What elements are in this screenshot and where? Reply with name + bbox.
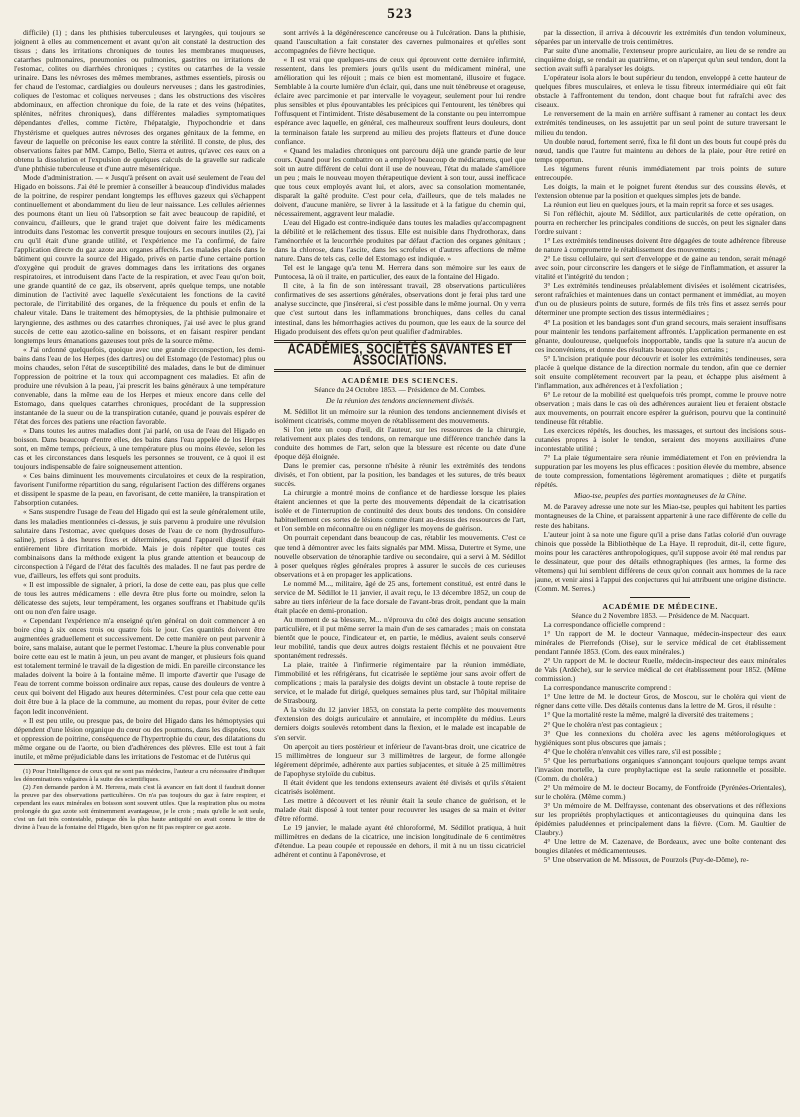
academy-title: ACADÉMIE DES SCIENCES. xyxy=(341,375,459,385)
paragraph: Les mettre à découvert et les réunir était la seule chance de guérison, et le malade était disposé à tout tenter pour recouvrer les usages de sa main et éviter d'être réformé. xyxy=(274,795,526,823)
paragraph: (1) Pour l'intelligence de ceux qui ne sont pas médecins, l'auteur a cru nécessaire d'indiquer les dénominations vulgaires à la suite des scientifiques. xyxy=(14,767,266,783)
col3-body-mid xyxy=(535,502,786,592)
paragraph: difficile) (1) ; dans les phthisies tuberculeuses et laryngées, qui toujours se joignent à elles au commencement et avant qu'on ait constaté la destruction des tissus ; dans les irritations chroniques de toutes les membranes muqueuses, catarrhes pulmonaires, pneumonies ou pulmonies, gastrites ou irritations de l'estomac, colites ou diarrhées chroniques ; cystites ou catarrhes de la vessie urinaire. Dans les névroses des mêmes membranes, asthmes essentiels, pirosis ou fer chaud de l'estomac, cardialgies ou douleurs nerveuses ; dans les gastrodinies, coliques de l'estomac et coliques nerveuses ; dans les obstructions des viscères abdominaux, en affection chronique du foie, de la rate et des veins (hépatites, splénites, néfrites chroniques), dans différentes maladies symptomatiques dépendantes d'elles, comme l'ictère, l'hépatalgie, l'hypochondrie et dans l'hystérisme et quelques autres névroses des organes génitaux de la femme, en faveur de laquelle on préconise les eaux contre la stérilité. Il conste, de plus, des observations faites par MM. Campo, Bello, Sierra et autres, qu'avec ces eaux on a obtenu la dissolution et l'expulsion de quelques calculs de la gravelle sur radicale d'une phthisie tuberculeuse et d'une autre mésentérique. xyxy=(14,28,266,173)
paragraph: « Sans suspendre l'usage de l'eau del Higado qui est la seule généralement utile, dans les maladies mentionnées ci-dessus, je suis parvenu à produire une révulsion salutaire dans l'estomac, avec quelques doses de l'eau de ce nom (hydrosulfuro-saline), prises à des heures fixes et déterminées, quand l'appareil digestif était entièrement libre d'irritation morbide. Mais je dois répéter que toutes ces combinaisons dans la méthode exigent la plus grande attention et beaucoup de circonspection à l'égard de l'état des facultés des malades. Il ne faut pas perdre de vue, d'ailleurs, les effets qui sont produits. xyxy=(14,507,266,580)
paragraph: par la dissection, il arriva à découvrir les extrémités d'un tendon volumineux, séparées par un intervalle de trois centimètres. xyxy=(534,28,786,47)
paragraph: Le 19 janvier, le malade ayant été chloroformé, M. Sédillot pratiqua, à huit millimètres en dedans de la cicatrice, une incision longitudinale de 6 centimètres d'étendue. La peau coupée et repoussée en dehors, il mit à nu un tissu cicatriciel adhérent et continu à l'aponévrose, et xyxy=(274,822,526,860)
paragraph: 6° Le retour de la mobilité est quelquefois très prompt, comme le prouve notre observation ; mais dans le cas où des adhérences auraient lieu et feraient obstacle aux mouvements, on pourrait encore espérer la guérison, pourvu que la continuité tendineuse fût rétablie. xyxy=(534,389,786,427)
paragraph: « J'ai ordonné quelquefois, quoique avec une grande circonspection, les demi-bains dans l'eau de los Herpes (des dartres) ou del Estomago (de l'estomac) plus ou moins chaudes, selon l'état de susceptibilité des malades, dans le but de diminuer l'oppression de poitrine et la toux qui accompagnent ces maladies. Et afin de produire une révulsion à la peau, j'ai prescrit les bains généraux à une température convenable, dans la même eau de los Herpes et mieux encore dans celle del Estomago, dans quelques catarrhes chroniques, procédant de la suppression instantanée de la sueur ou de la transpiration cutanée, quand je pouvais espérer de l'état des forces des patiens une réaction favorable. xyxy=(14,344,266,427)
paragraph: « Cependant l'expérience m'a enseigné qu'en général on doit commencer à en boire cinq à six onces trois ou quatre fois le jour. Ces quantités doivent être augmentées graduellement et successivement. De cette manière on peut parvenir à boire, sans malaise, autant que le permet l'estomac. L'heure la plus convenable pour boire cette eau est le matin à jeun, un peu avant de manger, et plusieurs fois quand est totalement terminé le travail de la digestion de midi. En pareille circonstance les malades doivent la boire à la fontaine même. Il importe d'avertir que l'usage de l'eau de torrent comme boisson ordinaire aux repas, cause des douleurs de ventre à ceux qui boivent del Higado aux heures déterminées. C'est pour cela que cette eau doit être bue à la place de la commune, au moment du repas, pour éviter de cette façon ledit inconvénient. xyxy=(14,616,266,716)
paragraph: Au moment de sa blessure, M... n'éprouva du côté des doigts aucune sensation particulière, et il put même serrer la main d'un de ses camarades ; mais on constata bientôt que le pouce, l'indicateur et, en partie, le médius, avaient seuls conservé leur mobilité, tandis que deux autres doigts restaient fléchis et ne pouvaient être spontanément redressés. xyxy=(274,614,526,661)
paragraph: L'eau del Higado est contre-indiquée dans toutes les maladies qu'accompagnent la débilité et le relâchement des tissus. Elle est nuisible dans l'hydrothorax, dans l'aménorrhée et la leucorrhée produites par défaut d'action des organes génitaux ; dans la chlorose, dans l'ascite, dans les scrofules et d'autres affections de même nature. Dans de tels cas, celle del Estomago est indiquée. » xyxy=(274,217,526,264)
academy-medicine-title: ACADÉMIE DE MÉDECINE. xyxy=(602,601,719,611)
columns xyxy=(14,28,786,1111)
paragraph: Les tégumens furent réunis immédiatement par trois points de suture entrecoupée. xyxy=(534,163,786,182)
paragraph: 1° Un rapport de M. le docteur Vannaque, médecin-inspecteur des eaux minérales de Pierrefonds (Oise), sur le service médical de cet établissement pendant l'année 1853. (Com. des eaux minérales.) xyxy=(534,629,786,657)
topic-heading: De la réunion des tendons anciennement divisés. xyxy=(325,395,475,405)
paragraph: 1° Les extrémités tendineuses doivent être dégagées de toute adhérence fibreuse de nature à compromettre le rétablissement des mouvements ; xyxy=(534,236,786,255)
paragraph: 5° Que les perturbations organiques s'annonçant toujours quelque temps avant l'invasion mortelle, la cure prophylactique est la seule rationnelle et possible. (Comm. du choléra.) xyxy=(534,755,786,783)
short-rule xyxy=(630,597,690,598)
paragraph: Si l'on réfléchit, ajoute M. Sédillot, aux particularités de cette opération, on pourra en rechercher les principales conditions de succès, on peut les signaler dans l'ordre suivant : xyxy=(534,208,786,237)
paragraph: 7° La plaie tégumentaire sera réunie immédiatement et l'on en préviendra la suppuration par les moyens les plus efficaces : position élevée du membre, absence de toute compression, fomentations légèrement aromatiques ; diète et purgatifs répétés. xyxy=(534,453,786,490)
section-title: ACADÉMIES, SOCIÉTÉS SAVANTES ET ASSOCIATIONS. xyxy=(287,341,513,369)
col1-footnotes xyxy=(14,768,265,832)
paragraph: La chirurgie a montré moins de confiance et de hardiesse lorsque les plaies étaient anciennes et que la perte des mouvements dépendait de la cicatrisation isolée et de l'interruption de continuité des deux bouts des tendons. On considère habituellement ces sortes de lésions comme étant au-dessus des ressources de l'art, et l'on semble en méconnaître ou en négliger les moyens de guérison. xyxy=(274,488,526,534)
paragraph: 5° Une observation de M. Missoux, de Pourzols (Puy-de-Dôme), re- xyxy=(543,855,749,865)
paragraph: « Il est vrai que quelques-uns de ceux qui éprouvent cette dernière infirmité, ressentent, dans les premiers jours qu'ils usent du médicament minéral, une amélioration qui les réjouit ; mais ce bien est momentané, illusoire et fugace. Semblable à la courte lumière d'un éclair, qui, dans une nuit ténébreuse et orageuse, éclaire avec parcimonie et par intervalle le voyageur, seulement pour lui rendre plus sensibles et plus épouvantables les précipices qui l'entourent, les ténèbres qui l'offusquent et l'intimident. Triste désabusement de la constante ou peu interrompue espérance avec laquelle, en général, ces malheureux souffrent leurs douleurs, dont la terminaison fatale les surprend au milieu des projets flatteurs et d'une douce confiance. xyxy=(274,55,526,146)
paragraph: On pourrait cependant dans beaucoup de cas, rétablir les mouvements. C'est ce que tend à démontrer avec les faits signalés par MM. Missa, Dutertre et Syme, une nouvelle observation de ténoraphie tardive ou secondaire, qui a servi à M. Sédillot à poser quelques règles générales propres à assurer le succès de ces curieuses observations et à en propager les applications. xyxy=(274,533,526,579)
paragraph: 4° Que le choléra n'envahit ces villes rare, s'il est possible ; xyxy=(543,746,721,756)
paragraph: 1° Une lettre de M. le docteur Gros, de Moscou, sur le choléra qui vient de régner dans cette ville. Des détails contenus dans la lettre de M. Gros, il résulte : xyxy=(534,692,786,711)
paragraph: Un double nœud, fortement serré, fixa le fil dont un des bouts fut coupé près du nœud, tandis que l'autre fut maintenu au dehors de la plaie, pour être retiré en temps opportun. xyxy=(534,136,786,164)
session-line: Séance du 24 Octobre 1853. — Présidence de M. Combes. xyxy=(314,384,486,394)
topic-heading-miao: Miao-tse, peuples des parties montagneuses de la Chine. xyxy=(573,491,747,501)
paragraph: « Ces bains diminuent les mouvements circulatoires et ceux de la respiration, favorisent l'uniforme répartition du sang, régularisent l'action des différens organes et dissipent le spasme de la peau, en favorisant, de cette manière, la transpiration et l'absorption cutanées. xyxy=(14,471,266,508)
paragraph: Mode d'administration. — « Jusqu'à présent on avait usé seulement de l'eau del Higado en boissons. J'ai été le premier à conseiller à beaucoup d'individus malades de la poitrine, de respirer pendant longtemps les effluves gazeux qui s'échappent continuellement et abondamment du lieu de leur naissance. Les cellules aériennes des poumons étant un lieu où l'absorption se fait avec beaucoup de rapidité, et convaincu, d'ailleurs, que le grand trajet que doivent faire les médicaments introduits dans l'estomac les convertit presque toujours en secours inutiles (2), j'ai cru qu'il était d'une grande utilité, et l'expérience me l'a confirmé, de faire l'application directe du gaz azote aux organes affectés. Les malades placés dans le bâtiment qui couvre la source del Higado, privés en partie d'une certaine portion d'oxygène qui produit de graves dommages dans les irritations des organes respiratoires, et introduisent dans l'acte de la respiration, et avec l'eau qu'on boit, une grande quantité de ce gaz, ils observent, après quelque temps, une notable diminution de l'activité avec laquelle s'exécutaient les fonctions de la cavité pectorale, de l'irritabilité des organes, de la fréquence du pouls et enfin de la chaleur vitale. Dans le traitement des hémoptysies, de la phthisie pulmonaire et laryngienne, des asthmes ou des catarrhes chroniques, j'ai usé avec le plus grand succès de cette eau azotico-saline en boissons, et en faisant respirer pendant longtemps leurs émanations gazeuses tout près de la source même. xyxy=(14,172,266,345)
section-rule-bottom xyxy=(274,369,525,372)
session-line-medicine: Séance du 2 Novembre 1853. — Présidence de M. Nacquart. xyxy=(571,610,750,620)
paragraph: M. de Paravey adresse une note sur les Miao-tse, peuples qui habitent les parties montagneuses de la Chine, et paraissent appartenir à une race différente de celle du reste des habitans. xyxy=(534,502,786,530)
paragraph: Dans le premier cas, personne n'hésite à réunir les extrémités des tendons divisés, et l'on obtient, par la position, les bandages et les sutures, de très beaux succès. xyxy=(274,461,526,489)
paragraph: Le nommé M..., militaire, âgé de 25 ans, fortement constitué, est entré dans le service de M. Sédillot le 11 janvier, il avait reçu, le 13 décembre 1852, un coup de sabre au tiers inférieur de la face dorsale de l'avant-bras droit, pendant que la main était placée en demi-pronation. xyxy=(274,578,526,615)
paragraph: L'auteur joint à sa note une figure qu'il a prise dans l'atlas colorié d'un ouvrage chinois que possède la Bibliothèque de La Haye. Il reproduit, dit-il, cette figure, moins pour les caractères anthropologiques, qu'il suppose avoir été mal rendus par le dessinateur, que pour des détails ethnographiques (les armes, la forme des vêtemens) qui lui semblent différens de ceux qu'on connait aux hommes de la race jaune, et venir ainsi à l'appui des conjectures qui lui attribuent une origine distincte. (Comm. M. Serres.) xyxy=(534,529,786,593)
paragraph: « Dans toutes les autres maladies dont j'ai parlé, on usa de l'eau del Higado en boisson. Dans beaucoup d'entre elles, des bains dans l'eau appelée de los Herpes sont, en même temps, précieux, à une température plus ou moins élevée, selon les cas et les circonstances dans lesquels les personnes se trouvent, ce à quoi il est toujours indispensable de faire soigneusement attention. xyxy=(14,426,266,472)
paragraph: 3° Les extrémités tendineuses préalablement divisées et isolément cicatrisées, seront rafraîchies et maintenues dans un contact permanent et immédiat, au moyen d'un ou de plusieurs points de suture, formés de fils très fins et assez serrés pour déterminer une prompte section des tissus intermédiaires ; xyxy=(534,281,786,318)
paragraph: Par suite d'une anomalie, l'extenseur propre auriculaire, au lieu de se rendre au cinquième doigt, se rendait au quatrième, et on n'aperçut qu'un seul tendon, dont la section avait suffi à paralyser les doigts. xyxy=(534,46,786,74)
paragraph: 2° Un rapport de M. le docteur Ruelle, médecin-inspecteur des eaux minérales de Vals (Ardèche), sur le service médical de cet établissement pour 1852. (Même commission.) xyxy=(534,656,786,684)
paragraph: 4° Une lettre de M. Cazenave, de Bordeaux, avec une boîte contenant des bougies dilatées et médicamenteuses. xyxy=(534,837,786,856)
paragraph: « Il est peu utile, ou presque pas, de boire del Higado dans les hémoptysies qui dépendent d'une lésion organique du cœur ou des poumons, dans les dispnées, toux et oppression de poitrine, conséquence de l'hypertrophie du cœur, des dilatations du même organe ou de l'aorte, ou bien d'adhérences des plèvres. Elle est tout à fait inutile, et même préjudiciable dans les irritations de l'estomac et de l'utérus qui xyxy=(14,715,266,761)
paragraph: « Il est impossible de signaler, à priori, la dose de cette eau, pas plus que celle de tous les autres médicamens : elle devra être plus forte ou moindre, selon la délicatesse des sujets, leur tempérament, les organes souffrans et l'habitude qu'ils ont ou non d'en faire usage. xyxy=(14,579,266,616)
paragraph: 3° Que les connexions du choléra avec les agens météorologiques et hygiéniques sont plus obscures que jamais ; xyxy=(534,728,786,747)
col1-body xyxy=(14,28,265,761)
paragraph: 2° Que le choléra n'est pas contagieux ; xyxy=(543,719,662,729)
paragraph: Les exercices répétés, les douches, les massages, et surtout des incisions sous-cutanées propres à isoler le tendon, seraient des moyens auxiliaires d'une incontestable utilité ; xyxy=(534,426,786,454)
column-2 xyxy=(274,28,525,1111)
paragraph: Tel est le langage qu'a tenu M. Herrera dans son mémoire sur les eaux de Puntocesa, là où il traite, en particulier, des eaux de la fontaine del Higado. xyxy=(274,263,526,282)
paragraph: « Quand les maladies chroniques ont parcouru déjà une grande partie de leur cours. Quand pour les combattre on a employé beaucoup de médicamens, quel que soit un autre différent de celui dont il use de nouveau, l'état du malade s'améliore un peu ; mais le nouveau moyen thérapeutique devient à son tour, aussi inefficace que tous ceux employés avant lui, et alors, avec sa consolation momentanée, disparaît la gaîté produite. C'est pour cela, d'ailleurs, que de tels malades ne doivent, d'aucune manière, se livrer à la lassitude et à la fatigue du chemin qui, nécessairement, aggravent leur maladie. xyxy=(274,145,526,218)
paragraph: Le renversement de la main en arrière suffisant à ramener au contact les deux extrémités tendineuses, on les assujettit par un seul point de suture traversant le milieu du tendon. xyxy=(534,109,786,137)
paragraph: A la visite du 12 janvier 1853, on constata la perte complète des mouvements d'extension des doigts auriculaire et annulaire, et incomplète du médius. Leurs derniers doigts soulevés retombent dans la flexion, et le malade est incapable de s'en servir. xyxy=(274,705,526,742)
paragraph: Si l'on jette un coup d'œil, dit l'auteur, sur les ressources de la chirurgie, relativement aux plaies des tendons, on remarque une différence tranchée dans la conduite des hommes de l'art, selon que la blessure est récente ou date d'une époque déjà éloignée. xyxy=(274,424,526,462)
paragraph: L'opérateur isola alors le bout supérieur du tendon, enveloppé à cette hauteur de quelques fibres musculaires, et enleva le tissu fibreux intermédiaire qui eût fait obstacle à l'affrontement du tendon, dont chaque bout fut rafraîchi avec des ciseaux. xyxy=(534,73,786,110)
paragraph: Les doigts, la main et le poignet furent étendus sur des coussins élevés, et l'extension obtenue par la position et quelques simples jets de bande. xyxy=(534,181,786,200)
paragraph: Il cite, à la fin de son intéressant travail, 28 observations particulières confirmatives de ses assertions générales, observations dont je ferai plus tard une analyse succincte, que j'insérerai, si c'est possible dans le même journal. On y verra que c'est surtout dans les inflammations bronchiques, dans celles du canal intestinal, dans les hémorrhagies actives du poumon, que les eaux de la source del Higado produisent des effets qu'on peut qualifier d'admirables. xyxy=(274,281,526,336)
col2-body-bottom xyxy=(274,407,525,859)
paragraph: M. Sédillot lit un mémoire sur la réunion des tendons anciennement divisés et isolément cicatrisés, comme moyen de rétablissement des mouvements. xyxy=(274,406,526,425)
paragraph: La correspondance manuscrite comprend : xyxy=(543,683,672,693)
paragraph: (2) J'en demande pardon à M. Herrera, mais c'est là avancer en fait dont il faudrait donner la preuve par des observations particulières. On n'a pas toujours du gaz à faire respirer, et cependant les eaux minérales en boisson sont souvent utiles. Que la respiration plus ou moins prolongée du gaz azote soit éminemment avantageuse, je le crois ; mais qu'elle le soit seule, c'est un fait très contestable, puisque dès la plus haute antiquité on avait connu le titre de divine à l'eau de la fontaine del Higado, bien qu'on ne fit pas respirer ce gaz azote. xyxy=(14,783,266,831)
paragraph: 3° Un mémoire de M. Delfraysse, contenant des observations et des réflexions sur les propriétés prophylactiques et anticontagieuses du quinquina dans les épidémies paludéennes et principalement dans la fièvre. (Com. M. Gaultier de Claubry.) xyxy=(534,800,786,838)
paragraph: 2° Un mémoire de M. le docteur Bocamy, de Fontfroide (Pyrénées-Orientales), sur le choléra. (Même comm.) xyxy=(534,782,786,801)
paragraph: 2° Le tissu cellulaire, qui sert d'enveloppe et de gaine au tendon, serait ménagé avec soin, pour circonscrire les dangers et le siége de l'inflammation, et assurer la vitalité et l'intégrité du tendon ; xyxy=(534,254,786,282)
column-1 xyxy=(14,28,265,1111)
column-3 xyxy=(535,28,786,1111)
paragraph: Il était évident que les tendons extenseurs avaient été divisés et qu'ils s'étaient cicatrisés isolément. xyxy=(274,777,526,796)
col3-body-bottom xyxy=(535,620,786,864)
footnote-rule xyxy=(14,764,265,765)
paragraph: La réunion eut lieu en quelques jours, et la main reprit sa force et ses usages. xyxy=(543,199,774,209)
col2-body-top xyxy=(274,28,525,336)
paragraph: La plaie, traitée à l'infirmerie régimentaire par la réunion immédiate, l'immobilité et les réfrigérans, fut cicatrisée le septième jour sans avoir offert de complications ; mais la paralysie des doigts devint un obstacle à toute reprise de service, et le malade fut dirigé, quelques semaines plus tard, sur l'hôpital militaire de Strasbourg. xyxy=(274,660,526,706)
paragraph: On aperçoit au tiers postérieur et inférieur de l'avant-bras droit, une cicatrice de 15 millimètres de longueur sur 3 millimètres de largeur, de forme allongée légèrement déprimée, adhérente aux parties subjacentes, et située à 25 millimètres de l'apophyse styloïde du cubitus. xyxy=(274,741,526,778)
paragraph: 1° Que la mortalité reste la même, malgré la diversité des traitemens ; xyxy=(543,710,754,720)
paragraph: sont arrivés à la dégénérescence cancéreuse ou à l'ulcération. Dans la phthisie, quand l'auscultation a fait constater des cavernes pulmonaires et qu'elles sont accompagnées de fièvre hectique. xyxy=(274,28,526,56)
paragraph: La correspondance officielle comprend : xyxy=(543,620,666,629)
paragraph: 5° L'incision pratiquée pour découvrir et isoler les extrémités tendineuses, sera placée à quelque distance de la direction normale du tendon, afin que ce dernier soit ensuite complètement recouvert par la peau, et échappe plus aisément à l'inflammation, aux adhérences et à l'exfoliation ; xyxy=(534,353,786,390)
page-number: 523 xyxy=(387,6,413,22)
paragraph: 4° La position et les bandages sont d'un grand secours, mais seraient insuffisans pour maintenir les tendons parfaitement affrontés. L'application permanente en est gênante, douloureuse, quelquefois inopportable, tandis que la suture n'a aucun de ces inconvéniens, et donne des résultats beaucoup plus certains ; xyxy=(534,317,786,354)
col3-body-top xyxy=(535,28,786,489)
